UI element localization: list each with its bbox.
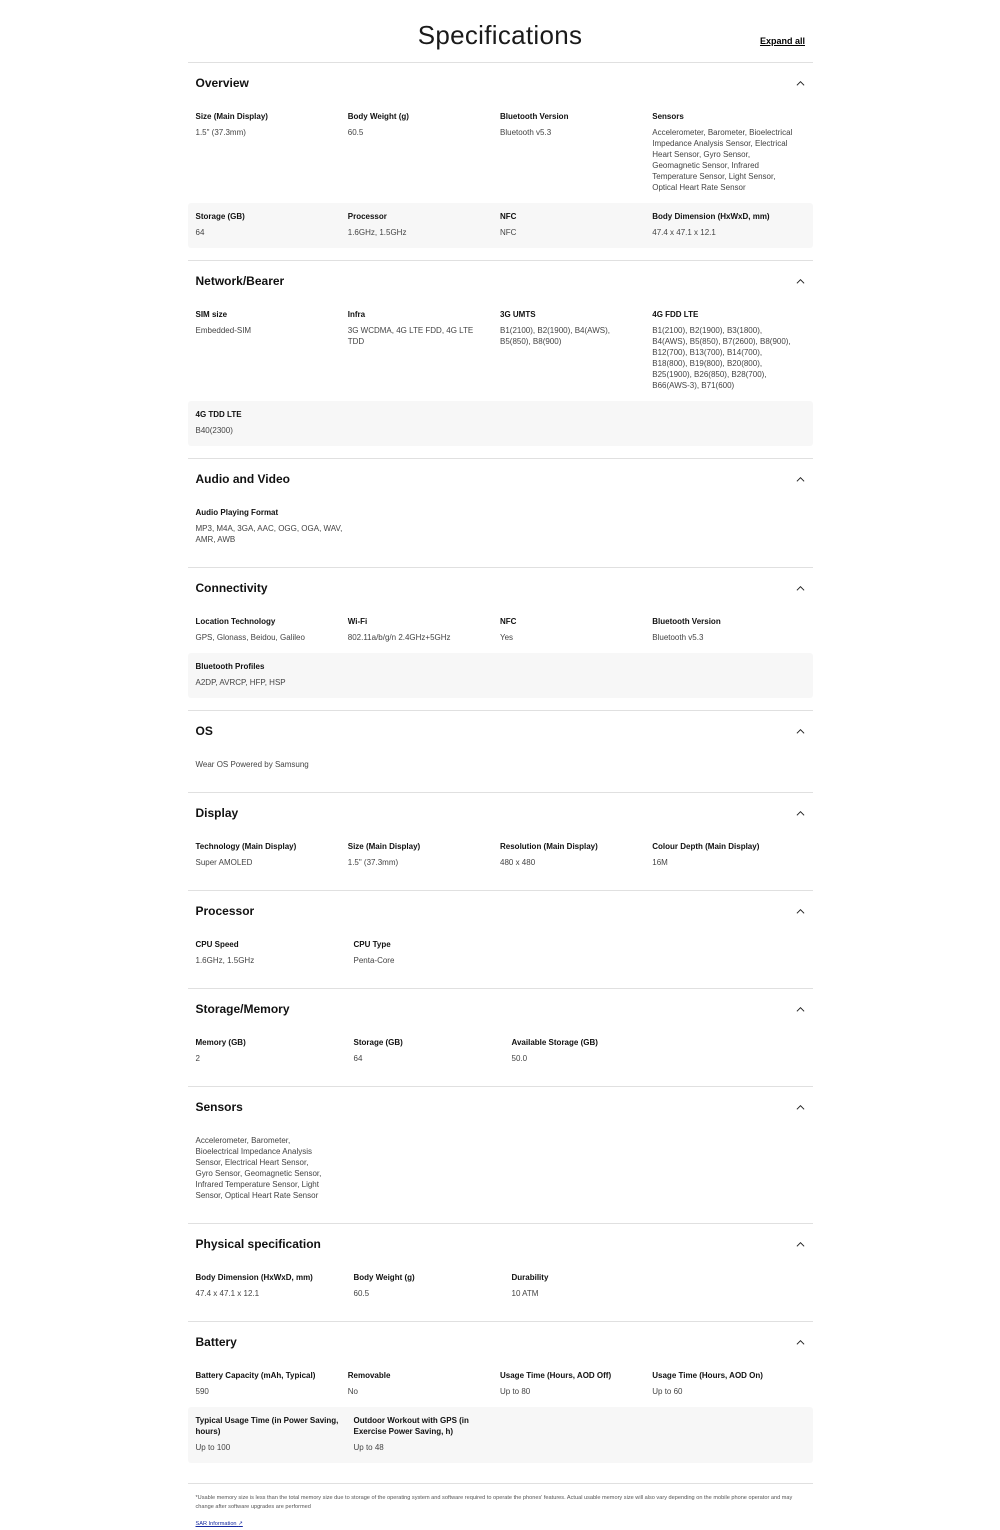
- spec-value: Up to 100: [195, 1443, 231, 1452]
- spec-item: [196, 1272, 354, 1299]
- spec-section-sensors: [188, 1086, 813, 1223]
- spec-item: [196, 939, 354, 966]
- spec-value: 47.4 x 47.1 x 12.1: [652, 228, 716, 237]
- spec-item: [196, 616, 348, 643]
- spec-item: [652, 1370, 804, 1397]
- spec-section-os: [188, 710, 813, 792]
- spec-item: [500, 841, 652, 868]
- spec-item: [354, 1272, 512, 1299]
- spec-section-display: [188, 792, 813, 890]
- spec-value: Bluetooth v5.3: [500, 128, 552, 137]
- section-title: Storage/Memory: [195, 1002, 290, 1016]
- chevron-up-icon[interactable]: [796, 79, 805, 88]
- spec-value: Accelerometer, Barometer, Bioelectrical Impedance Analysis Sensor, Electrical Heart Sensor, Gyro Sensor, Geomagnetic Sensor, Infrared Temperature Sensor, Light Sensor, Optical Heart Rate Sensor: [195, 1136, 322, 1200]
- spec-label: Bluetooth Profiles: [195, 662, 265, 671]
- spec-value: Up to 80: [500, 1387, 531, 1396]
- spec-value: 590: [195, 1387, 209, 1396]
- spec-row: [188, 103, 813, 203]
- spec-label: Durability: [511, 1273, 549, 1282]
- page-title: Specifications: [417, 20, 583, 50]
- section-toggle[interactable]: [188, 1087, 813, 1127]
- spec-value: Yes: [500, 633, 514, 642]
- spec-label: Removable: [347, 1371, 391, 1380]
- spec-label: Usage Time (Hours, AOD On): [652, 1371, 763, 1380]
- spec-label: Processor: [347, 212, 387, 221]
- spec-value: B1(2100), B2(1900), B3(1800), B4(AWS), B5(850), B7(2600), B8(900), B12(700), B13(700), B14(700), B18(800), B19(800), B20(800), B25(1900), B26(850), B28(700), B66(AWS-3), B71(600): [652, 326, 791, 390]
- chevron-up-icon[interactable]: [796, 584, 805, 593]
- chevron-up-icon[interactable]: [796, 1005, 805, 1014]
- spec-sections: [188, 62, 813, 1475]
- spec-row: [188, 1362, 813, 1407]
- spec-section-storage-memory: [188, 988, 813, 1086]
- spec-item: [354, 1415, 512, 1453]
- section-toggle[interactable]: [188, 261, 813, 301]
- spec-value: 64: [195, 228, 205, 237]
- spec-label: Available Storage (GB): [511, 1038, 598, 1047]
- spec-section-processor: [188, 890, 813, 988]
- spec-item: [348, 616, 500, 643]
- spec-label: 4G FDD LTE: [652, 310, 699, 319]
- spec-section-audio-and-video: [188, 458, 813, 567]
- spec-label: Usage Time (Hours, AOD Off): [500, 1371, 612, 1380]
- spec-item: [196, 409, 354, 436]
- spec-label: Battery Capacity (mAh, Typical): [195, 1371, 316, 1380]
- spec-item: [348, 309, 500, 391]
- section-title: Overview: [195, 76, 249, 90]
- section-title: Audio and Video: [195, 472, 290, 486]
- spec-item: [354, 939, 512, 966]
- chevron-up-icon[interactable]: [796, 809, 805, 818]
- section-toggle[interactable]: [188, 568, 813, 608]
- spec-label: SIM size: [195, 310, 228, 319]
- section-toggle[interactable]: [188, 891, 813, 931]
- spec-section-network-bearer: [188, 260, 813, 458]
- external-link-icon: ↗: [238, 1521, 243, 1527]
- section-toggle[interactable]: [188, 1322, 813, 1362]
- spec-label: Body Dimension (HxWxD, mm): [195, 1273, 313, 1282]
- spec-item: [196, 1037, 354, 1064]
- chevron-up-icon[interactable]: [796, 907, 805, 916]
- footnote: *Usable memory size is less than the total memory size due to storage of the operating system and software required to operate the phones' features. Actual usable memory size will also vary depending on the mobile phone operator and may change after software upgrades are performed: [195, 1495, 793, 1510]
- spec-item: [500, 616, 652, 643]
- section-title: Battery: [195, 1335, 237, 1349]
- spec-value: 10 ATM: [511, 1289, 539, 1298]
- spec-label: Bluetooth Version: [500, 112, 569, 121]
- sar-information-link[interactable]: [196, 1521, 243, 1527]
- spec-label: Size (Main Display): [347, 842, 421, 851]
- spec-row: [188, 1127, 813, 1211]
- section-title: Physical specification: [195, 1237, 321, 1251]
- spec-label: NFC: [500, 617, 517, 626]
- specs-header: [0, 0, 1000, 62]
- spec-label: 4G TDD LTE: [195, 410, 242, 419]
- spec-item: [652, 111, 804, 193]
- spec-value: MP3, M4A, 3GA, AAC, OGG, OGA, WAV, AMR, AWB: [195, 524, 343, 544]
- spec-value: Bluetooth v5.3: [652, 633, 704, 642]
- spec-row: [188, 401, 813, 446]
- spec-value: 1.6GHz, 1.5GHz: [195, 956, 255, 965]
- spec-value: A2DP, AVRCP, HFP, HSP: [195, 678, 286, 687]
- spec-item: [348, 1370, 500, 1397]
- spec-row: [188, 751, 813, 780]
- section-toggle[interactable]: [188, 1224, 813, 1264]
- spec-label: Memory (GB): [195, 1038, 246, 1047]
- spec-item: [354, 1037, 512, 1064]
- spec-label: Typical Usage Time (in Power Saving, hours): [195, 1416, 339, 1436]
- spec-item: [652, 211, 804, 238]
- spec-item: [512, 1037, 670, 1064]
- spec-value: Penta-Core: [353, 956, 395, 965]
- spec-item: [196, 661, 354, 688]
- spec-label: Location Technology: [195, 617, 276, 626]
- section-toggle[interactable]: [188, 793, 813, 833]
- spec-value: Wear OS Powered by Samsung: [195, 760, 309, 769]
- expand-all-button[interactable]: Expand all: [759, 36, 805, 46]
- spec-label: CPU Speed: [195, 940, 239, 949]
- section-toggle[interactable]: [188, 711, 813, 751]
- spec-section-overview: [188, 62, 813, 260]
- spec-value: 47.4 x 47.1 x 12.1: [195, 1289, 260, 1298]
- spec-item: [196, 1135, 354, 1201]
- spec-item: [652, 841, 804, 868]
- chevron-up-icon[interactable]: [796, 1240, 805, 1249]
- spec-row: [188, 833, 813, 878]
- spec-label: Storage (GB): [353, 1038, 403, 1047]
- spec-item: [500, 309, 652, 391]
- spec-value: Up to 48: [353, 1443, 384, 1452]
- spec-value: B1(2100), B2(1900), B4(AWS), B5(850), B8(900): [500, 326, 610, 346]
- section-toggle[interactable]: [188, 459, 813, 499]
- spec-section-connectivity: [188, 567, 813, 710]
- spec-value: B40(2300): [195, 426, 233, 435]
- spec-item: [348, 111, 500, 193]
- spec-value: 1.5" (37.3mm): [347, 858, 399, 867]
- spec-item: [500, 111, 652, 193]
- spec-value: 60.5: [347, 128, 364, 137]
- chevron-up-icon[interactable]: [796, 727, 805, 736]
- spec-value: Super AMOLED: [195, 858, 253, 867]
- spec-label: Audio Playing Format: [195, 508, 279, 517]
- section-toggle[interactable]: [188, 63, 813, 103]
- spec-row: [188, 608, 813, 653]
- spec-value: GPS, Glonass, Beidou, Galileo: [195, 633, 305, 642]
- spec-value: 60.5: [353, 1289, 370, 1298]
- spec-item: [652, 309, 804, 391]
- spec-label: Bluetooth Version: [652, 617, 721, 626]
- spec-label: Body Weight (g): [347, 112, 409, 121]
- section-title: Display: [195, 806, 239, 820]
- spec-value: No: [347, 1387, 358, 1396]
- spec-label: Resolution (Main Display): [500, 842, 598, 851]
- spec-value: 802.11a/b/g/n 2.4GHz+5GHz: [347, 633, 451, 642]
- chevron-up-icon[interactable]: [796, 475, 805, 484]
- spec-item: [500, 1370, 652, 1397]
- spec-value: 1.6GHz, 1.5GHz: [347, 228, 407, 237]
- spec-item: [348, 841, 500, 868]
- spec-item: [196, 111, 348, 193]
- section-title: Sensors: [195, 1100, 243, 1114]
- section-toggle[interactable]: [188, 989, 813, 1029]
- spec-item: [500, 211, 652, 238]
- spec-item: [196, 759, 354, 770]
- spec-row: [188, 1264, 813, 1309]
- spec-item: [348, 211, 500, 238]
- spec-label: Colour Depth (Main Display): [652, 842, 760, 851]
- spec-value: 16M: [652, 858, 668, 867]
- spec-item: [512, 1272, 670, 1299]
- section-title: Processor: [195, 904, 255, 918]
- spec-section-battery: [188, 1321, 813, 1475]
- spec-value: 1.5" (37.3mm): [195, 128, 246, 137]
- spec-label: Technology (Main Display): [195, 842, 297, 851]
- spec-item: [196, 1415, 354, 1453]
- spec-label: Size (Main Display): [195, 112, 268, 121]
- sar-link-label: SAR Information: [195, 1521, 237, 1527]
- spec-row: [188, 931, 813, 976]
- section-title: OS: [195, 724, 213, 738]
- spec-label: Wi-Fi: [347, 617, 368, 626]
- spec-label: Body Weight (g): [353, 1273, 415, 1282]
- spec-value: 2: [195, 1054, 200, 1063]
- spec-row: [188, 203, 813, 248]
- spec-label: Storage (GB): [195, 212, 245, 221]
- spec-value: NFC: [500, 228, 517, 237]
- spec-value: 64: [353, 1054, 363, 1063]
- spec-row: [188, 499, 813, 555]
- chevron-up-icon[interactable]: [796, 1338, 805, 1347]
- spec-item: [196, 211, 348, 238]
- section-title: Connectivity: [195, 581, 268, 595]
- spec-label: Outdoor Workout with GPS (in Exercise Power Saving, h): [353, 1416, 469, 1436]
- spec-label: Infra: [347, 310, 366, 319]
- section-title: Network/Bearer: [195, 274, 285, 288]
- spec-label: Sensors: [652, 112, 684, 121]
- spec-row: [188, 301, 813, 401]
- spec-label: Body Dimension (HxWxD, mm): [652, 212, 770, 221]
- spec-row: [188, 1029, 813, 1074]
- spec-value: Embedded-SIM: [195, 326, 252, 335]
- spec-item: [652, 616, 804, 643]
- spec-value: 50.0: [511, 1054, 528, 1063]
- spec-row: [188, 653, 813, 698]
- spec-item: [196, 841, 348, 868]
- spec-value: 480 x 480: [500, 858, 536, 867]
- spec-section-physical-specification: [188, 1223, 813, 1321]
- chevron-up-icon[interactable]: [796, 1103, 805, 1112]
- spec-item: [196, 1370, 348, 1397]
- spec-label: NFC: [500, 212, 517, 221]
- spec-label: 3G UMTS: [500, 310, 536, 319]
- spec-item: [196, 309, 348, 391]
- spec-item: [196, 507, 354, 545]
- spec-value: Accelerometer, Barometer, Bioelectrical Impedance Analysis Sensor, Electrical Heart Sensor, Gyro Sensor, Geomagnetic Sensor, Infrared Temperature Sensor, Light Sensor, Optical Heart Rate Sensor: [652, 128, 793, 192]
- spec-value: Up to 60: [652, 1387, 683, 1396]
- footer: [188, 1483, 813, 1530]
- spec-row: [188, 1407, 813, 1463]
- spec-value: 3G WCDMA, 4G LTE FDD, 4G LTE TDD: [347, 326, 474, 346]
- chevron-up-icon[interactable]: [796, 277, 805, 286]
- spec-label: CPU Type: [353, 940, 391, 949]
